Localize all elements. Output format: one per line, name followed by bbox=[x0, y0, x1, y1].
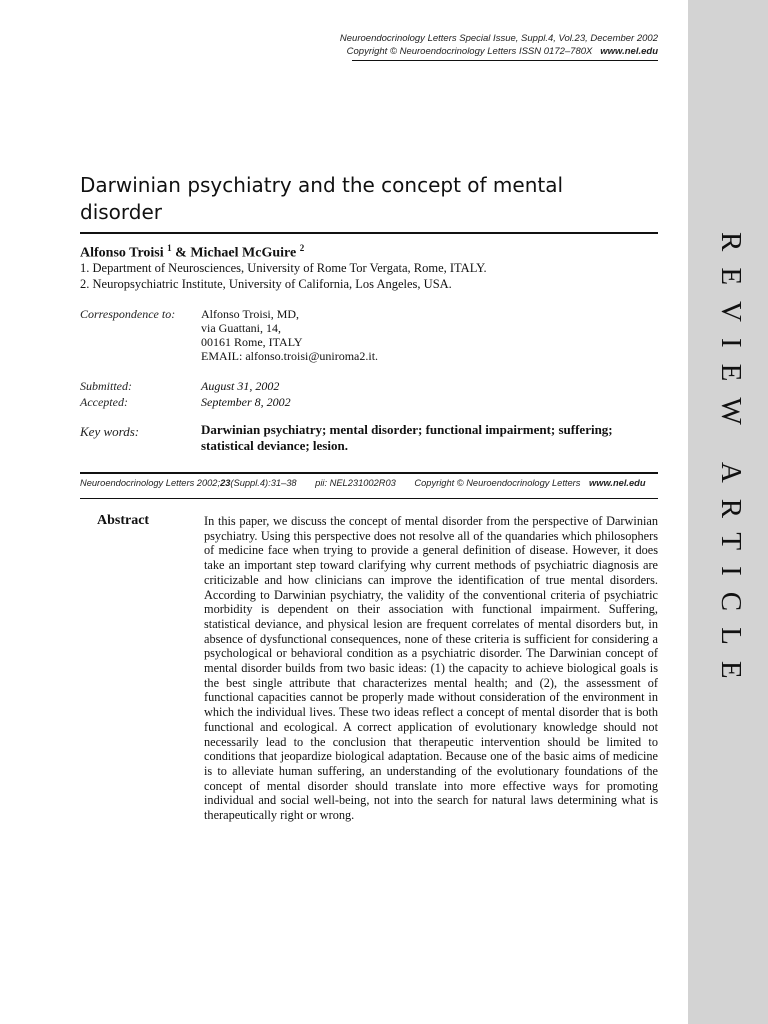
journal-header-line2 bbox=[347, 46, 658, 57]
correspondence-line: via Guattani, 14, bbox=[201, 321, 281, 335]
keywords-value: Darwinian psychiatry; mental disorder; functional impairment; suffering; statistical deviance; lesion. bbox=[201, 422, 613, 453]
author-name: Michael McGuire bbox=[190, 245, 297, 261]
citation-pages: (Suppl.4):31–38 bbox=[230, 478, 297, 488]
header-copyright: Copyright © Neuroendocrinology Letters ISSN 0172–780X bbox=[346, 46, 593, 57]
article-title: Darwinian psychiatry and the concept of mental disorder bbox=[80, 173, 564, 224]
author-affiliation-mark: 2 bbox=[299, 243, 305, 253]
correspondence-email[interactable]: EMAIL: alfonso.troisi@uniroma2.it. bbox=[201, 349, 379, 363]
keywords-label: Key words: bbox=[80, 424, 140, 439]
abstract-heading: Abstract bbox=[97, 513, 150, 528]
affiliation-2: 2. Neuropsychiatric Institute, University of California, Los Angeles, USA. bbox=[80, 277, 452, 291]
author-name: Alfonso Troisi bbox=[80, 245, 164, 261]
citation-top-rule bbox=[80, 472, 658, 474]
affiliation-1: 1. Department of Neurosciences, University of Rome Tor Vergata, Rome, ITALY. bbox=[80, 261, 487, 275]
citation-url[interactable]: www.nel.edu bbox=[589, 478, 646, 488]
author-affiliation-mark: 1 bbox=[167, 243, 172, 253]
citation-journal-group bbox=[80, 478, 297, 488]
header-rule bbox=[352, 60, 658, 61]
header-url[interactable]: www.nel.edu bbox=[600, 46, 658, 57]
correspondence-line: Alfonso Troisi, MD, bbox=[201, 307, 300, 321]
submitted-label: Submitted: bbox=[80, 379, 132, 393]
citation-journal: Neuroendocrinology Letters 2002; bbox=[80, 478, 221, 488]
citation-volume: 23 bbox=[220, 478, 231, 488]
journal-header-line1: Neuroendocrinology Letters Special Issue, Suppl.4, Vol.23, December 2002 bbox=[339, 33, 658, 44]
correspondence-line: 00161 Rome, ITALY bbox=[201, 335, 303, 349]
sidebar-label: REVIEW ARTICLE bbox=[715, 232, 747, 695]
citation-bottom-rule bbox=[80, 498, 658, 499]
authors bbox=[80, 243, 304, 262]
citation-line bbox=[80, 478, 658, 488]
correspondence-label: Correspondence to: bbox=[80, 307, 176, 321]
submitted-date: August 31, 2002 bbox=[201, 379, 280, 393]
accepted-label: Accepted: bbox=[80, 395, 128, 409]
author-separator: & bbox=[171, 245, 191, 261]
citation-copyright: Copyright © Neuroendocrinology Letters bbox=[414, 478, 581, 488]
title-rule bbox=[80, 232, 658, 234]
abstract-text: In this paper, we discuss the concept of mental disorder from the perspective of Darwinian psychiatry. Using this perspective does not resolve all of the quandaries which philosophers of medicine face when trying to provide a general definition of disease. However, it does take an important step toward clarifying why current methods of psychiatric diagnosis are criticizable and how clinicians can improve the identification of true mental disorders. According to Darwinian psychiatry, the validity of the conventional criteria of psychiatric morbidity is dependent on their association with functional impairment. Suffering, statistical deviance, and physical lesion are frequent correlates of mental disorders but, in absence of dysfunctional consequences, none of these criteria is sufficient for considering a psychological or behavioral condition as a psychiatric disorder. The Darwinian concept of mental disorder builds from two basic ideas: (1) the capacity to achieve biological goals is the best single attribute that characterizes mental health; and (2), the assessment of functional capacities cannot be properly made without consideration of the environment in which the individual lives. These two ideas reflect a concept of mental disorder that is both functional and ecological. A correct application of evolutionary knowledge should not necessarily lead to the conclusion that therapeutic intervention should be limited to conditions that jeopardize biological adaptation. Because one of the basic aims of medicine is to alleviate human suffering, an understanding of the evolutionary foundations of the concept of mental disorder should translate into more effective ways for promoting individual and social well-being, not into the search for natural laws determining what is therapeutically right or wrong. bbox=[204, 514, 658, 823]
citation-pii: pii: NEL231002R03 bbox=[315, 478, 396, 488]
accepted-date: September 8, 2002 bbox=[201, 395, 291, 409]
